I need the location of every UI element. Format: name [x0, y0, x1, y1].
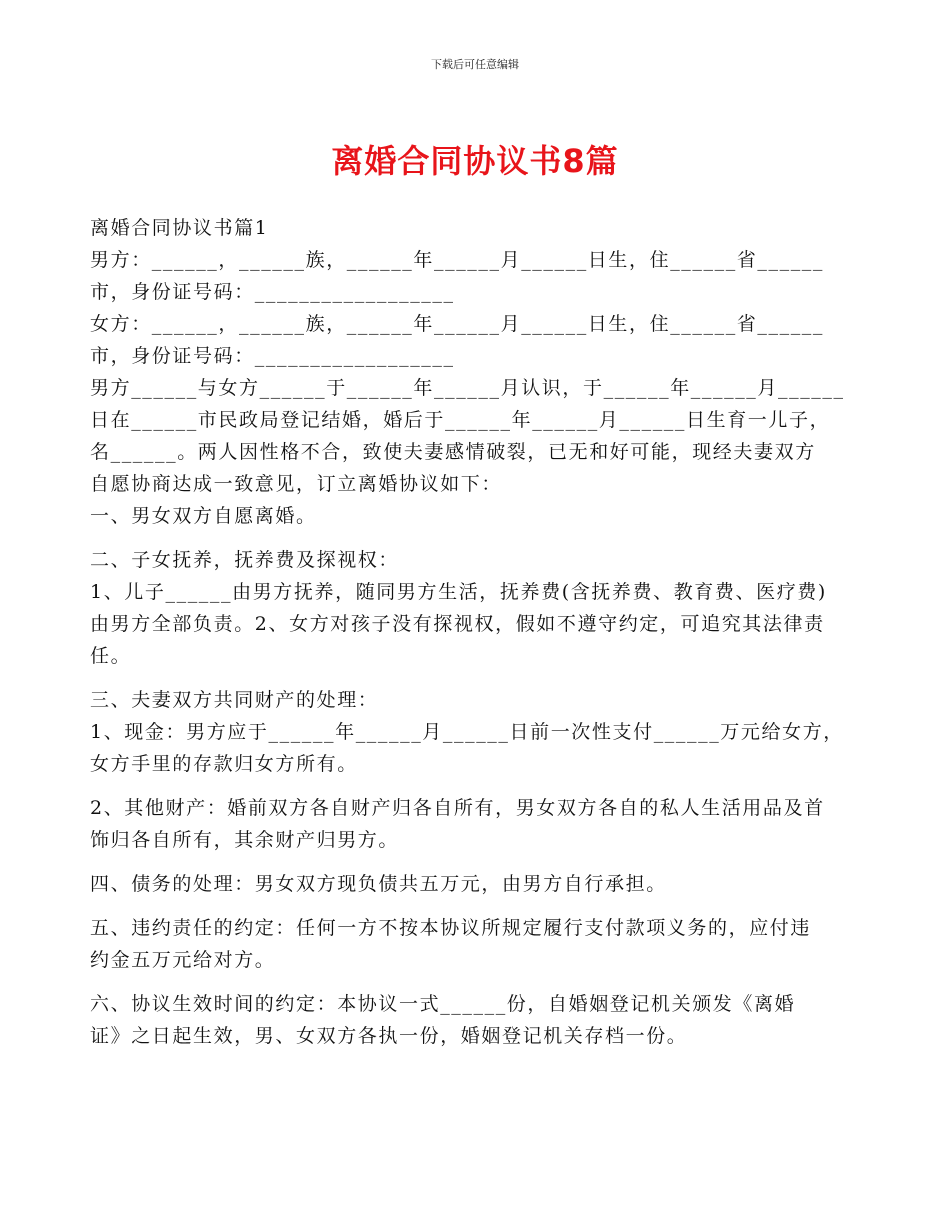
text-line: 女方：______，______族，______年______月______日生，住______省______	[90, 313, 825, 335]
text-line: 男方______与女方______于______年______月认识，于______年______月______	[90, 377, 845, 399]
text-line: 自愿协商达成一致意见，订立离婚协议如下：	[90, 473, 503, 495]
text-line: 名______。两人因性格不合，致使夫妻感情破裂，已无和好可能，现经夫妻双方	[90, 441, 816, 463]
text-line: 饰归各自所有，其余财产归男方。	[90, 829, 400, 851]
text-line: 2、其他财产：婚前双方各自财产归各自所有，男女双方各自的私人生活用品及首	[90, 797, 825, 819]
paragraph-gap	[90, 532, 860, 544]
paragraph-gap	[90, 780, 860, 792]
document-title: 离婚合同协议书8篇	[331, 142, 619, 180]
text-line: 1、现金：男方应于______年______月______日前一次性支付______万元给女方，	[90, 721, 844, 743]
paragraph-gap	[90, 856, 860, 868]
text-line: 由男方全部负责。2、女方对孩子没有探视权，假如不遵守约定，可追究其法律责	[90, 613, 825, 635]
text-line: 约金五万元给对方。	[90, 949, 276, 971]
header-note: 下载后可任意编辑	[431, 58, 519, 71]
text-line: 1、儿子______由男方抚养，随同男方生活，抚养费(含抚养费、教育费、医疗费)	[90, 581, 827, 603]
paragraph-gap	[90, 976, 860, 988]
text-line: 五、违约责任的约定：任何一方不按本协议所规定履行支付款项义务的，应付违	[90, 917, 812, 939]
document-body	[90, 212, 860, 1052]
text-line: 证》之日起生效，男、女双方各执一份，婚姻登记机关存档一份。	[90, 1025, 688, 1047]
text-line: 三、夫妻双方共同财产的处理：	[90, 689, 379, 711]
paragraph-gap	[90, 672, 860, 684]
text-line: 四、债务的处理：男女双方现负债共五万元，由男方自行承担。	[90, 873, 667, 895]
text-line: 市，身份证号码：__________________	[90, 345, 455, 367]
text-line: 二、子女抚养，抚养费及探视权：	[90, 549, 400, 571]
text-line: 市，身份证号码：__________________	[90, 281, 455, 303]
text-line: 女方手里的存款归女方所有。	[90, 753, 358, 775]
text-line: 日在______市民政局登记结婚，婚后于______年______月______日生育一儿子，	[90, 409, 831, 431]
text-line: 任。	[90, 645, 132, 667]
text-line: 一、男女双方自愿离婚。	[90, 505, 317, 527]
text-line: 男方：______，______族，______年______月______日生，住______省______	[90, 249, 825, 271]
paragraph-gap	[90, 900, 860, 912]
text-line: 六、协议生效时间的约定：本协议一式______份，自婚姻登记机关颁发《离婚	[90, 993, 796, 1015]
text-line: 离婚合同协议书篇1	[90, 217, 269, 239]
